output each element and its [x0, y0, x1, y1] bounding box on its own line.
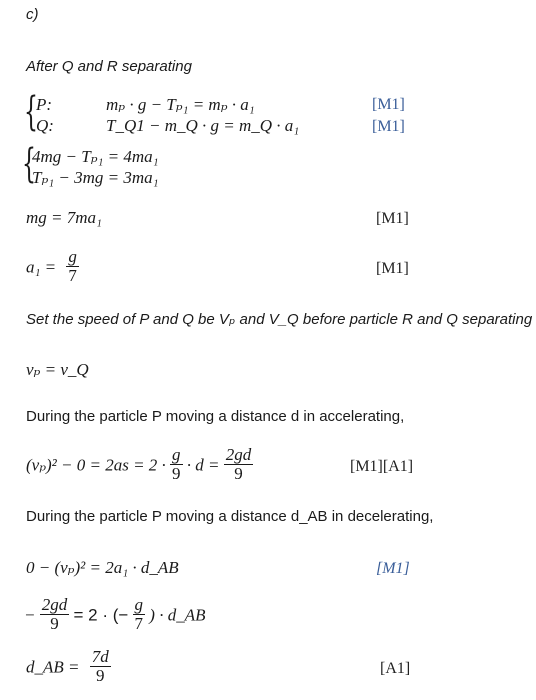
section-heading: After Q and R separating — [26, 58, 192, 75]
denominator: 9 — [234, 464, 243, 483]
mark-m1: [M1] — [372, 118, 405, 135]
mark-m1-a1: [M1][A1] — [350, 458, 414, 475]
equation-mg: mg = 7ma₁ — [26, 208, 102, 227]
dab-lhs: d_AB = — [26, 657, 80, 677]
equation-decel: 0 − (vₚ)² = 2a₁ · d_AB — [26, 558, 179, 577]
mark-m1: [M1] — [376, 210, 409, 227]
label-p: P: — [36, 95, 53, 114]
equation-decel-substituted — [24, 595, 206, 635]
equation-a1 — [26, 247, 79, 287]
denominator: 9 — [96, 666, 105, 685]
speed-sentence: Set the speed of P and Q be Vₚ and V_Q before particle R and Q separating — [26, 311, 533, 328]
equation-q: T_Q1 − m_Q · g = m_Q · a₁ — [106, 116, 300, 135]
label-q: Q: — [36, 116, 54, 135]
denominator: 9 — [172, 464, 181, 483]
numerator: g — [68, 247, 77, 266]
mark-m1: [M1] — [376, 560, 410, 577]
numerator: g — [172, 445, 181, 464]
denominator: 7 — [68, 266, 77, 285]
fraction — [40, 596, 70, 633]
fraction — [133, 596, 146, 633]
denominator: 9 — [50, 614, 59, 633]
decel-sentence: During the particle P moving a distance d_AB in decelerating, — [26, 508, 434, 525]
equation-3mg: Tₚ₁ − 3mg = 3ma₁ — [32, 168, 159, 187]
equation-vp: vₚ = v_Q — [26, 360, 89, 379]
fraction — [66, 248, 79, 285]
mark-a1: [A1] — [380, 660, 411, 677]
equation-dab — [26, 647, 111, 687]
fraction — [170, 446, 183, 483]
denominator: 7 — [134, 614, 144, 633]
numerator: 7d — [91, 647, 109, 666]
accel-lhs: (vₚ)² − 0 = 2as = 2 · — [26, 455, 166, 475]
decel-tail: ) · d_AB — [149, 605, 206, 625]
decel-mid: = 2 · (− — [73, 605, 129, 625]
fraction — [90, 648, 111, 685]
mark-m1: [M1] — [372, 96, 405, 113]
a1-lhs: a₁ = — [26, 257, 57, 277]
fraction — [224, 446, 254, 483]
equation-p: mₚ · g − Tₚ₁ = mₚ · a₁ — [106, 95, 255, 114]
left-brace: { — [24, 89, 38, 135]
accel-mid: · d = — [186, 455, 220, 475]
minus-sign: − — [24, 605, 36, 625]
accel-sentence: During the particle P moving a distance d in accelerating, — [26, 408, 405, 425]
equation-accel — [26, 445, 253, 485]
equation-4mg: 4mg − Tₚ₁ = 4ma₁ — [32, 147, 159, 166]
numerator: 2gd — [41, 595, 68, 614]
numerator: 2gd — [225, 445, 252, 464]
numerator: g — [134, 595, 144, 614]
left-brace: { — [22, 141, 36, 187]
mark-m1: [M1] — [376, 260, 409, 277]
part-label: c) — [26, 6, 39, 23]
